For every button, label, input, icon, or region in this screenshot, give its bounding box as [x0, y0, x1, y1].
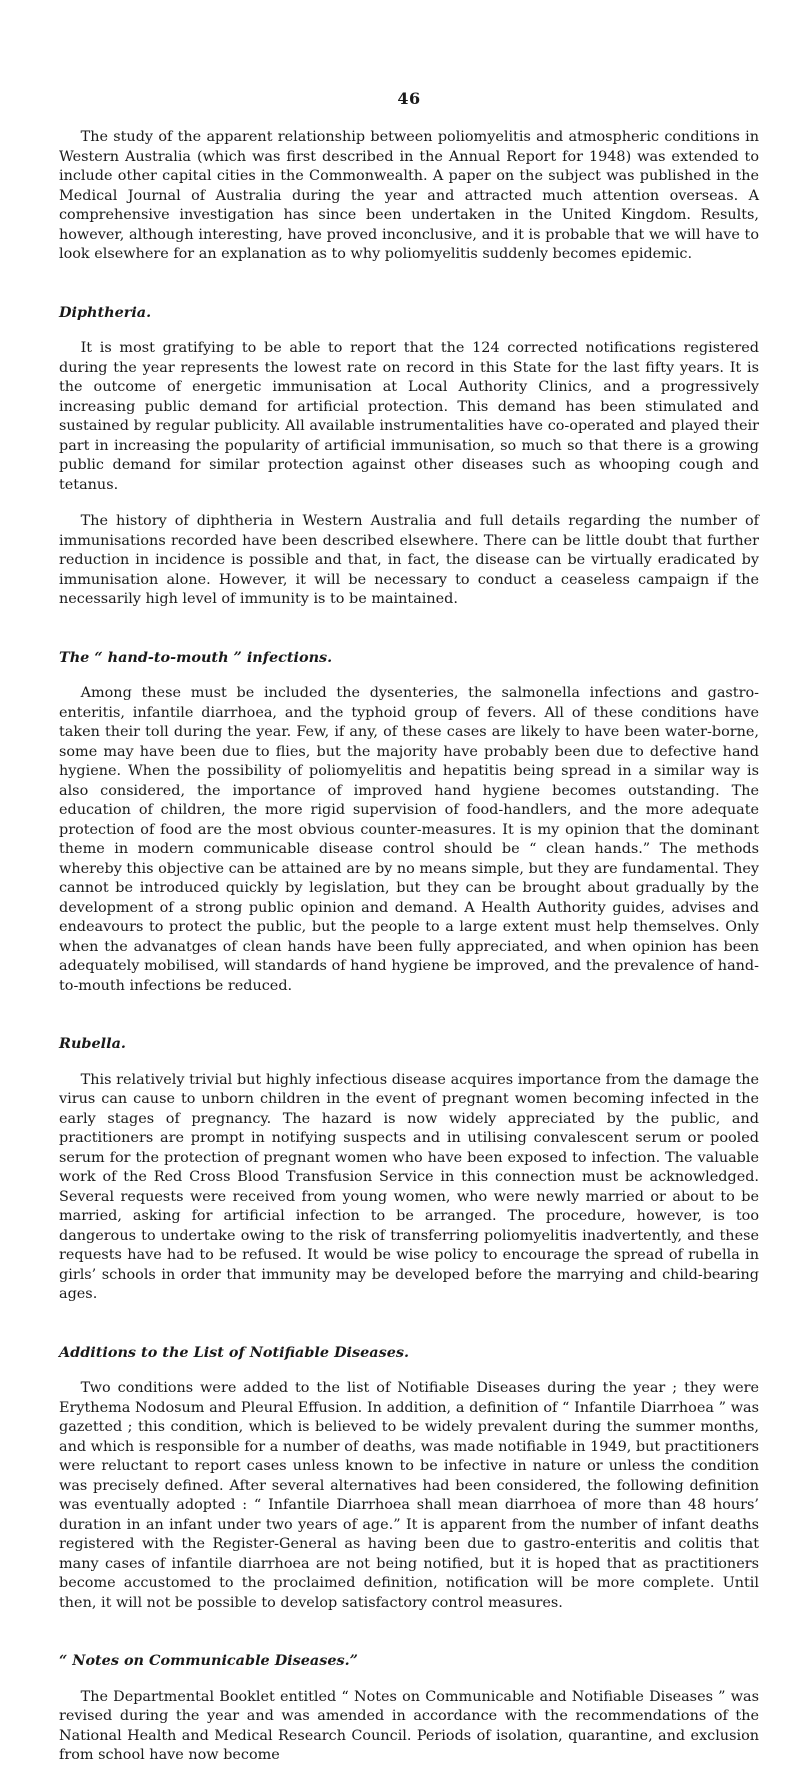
heading-notes: “ Notes on Communicable Diseases.” — [59, 1652, 358, 1669]
diphtheria-paragraph-2: The history of diphtheria in Western Australia and full details regarding the number of immunisations recorded have been described elsewhere. There can be little doubt that further reduction in incidence is possible and that, in fact, the disease can be virtually eradicated by immunisation alone. However, it will be necessary to conduct a ceaseless campaign if the necessarily high level of immunity is to be maintained. — [59, 513, 759, 607]
section-notes — [59, 1651, 759, 1766]
intro-paragraph: The study of the apparent relationship between poliomyelitis and atmospheric conditions in Western Australia (which was first described in the Annual Report for 1948) was extended to include other capital cities in the Commonwealth. A paper on the subject was published in the Medical Journal of Australia during the year and attracted much attention overseas. A comprehensive investigation has since been undertaken in the United Kingdom. Results, however, although interesting, have proved inconclusive, and it is probable that we will have to look elsewhere for an explanation as to why poliomyelitis suddenly becomes epidemic. — [59, 129, 759, 262]
diphtheria-paragraph-1: It is most gratifying to be able to report that the 124 corrected notifications registered during the year represents the lowest rate on record in this State for the last fifty years. It is the outcome of energetic immunisation at Local Authority Clinics, and a progressively increasing public demand for artificial protection. This demand has been stimulated and sustained by regular publicity. All available instrumentalities have co-operated and played their part in increasing the popularity of artificial immunisation, so much so that there is a growing public demand for similar protection against other diseases such as whooping cough and tetanus. — [59, 340, 759, 493]
section-hand-to-mouth — [59, 648, 759, 997]
additions-paragraph: Two conditions were added to the list of Notifiable Diseases during the year ; they were Erythema Nodosum and Pleural Effusion. In addition, a definition of “ Infantile Diarrhoea ” was gazetted ; this condition, which is believed to be widely prevalent during the summer months, and which is responsible for a number of deaths, was made notifiable in 1949, but practitioners were reluctant to report cases unless known to be infective in nature or unless the condition was precisely defined. After several alternatives had been considered, the following definition was eventually adopted : “ Infantile Diarrhoea shall mean diarrhoea of more than 48 hours’ duration in an infant under two years of age.” It is apparent from the number of infant deaths registered with the Register-General as having been due to gastro-enteritis and colitis that many cases of infantile diarrhoea are not being notified, but it is hoped that as practitioners become accustomed to the proclaimed definition, notification will be more complete. Until then, it will not be possible to develop satisfactory control measures. — [59, 1380, 759, 1611]
section-diphtheria — [59, 303, 759, 610]
heading-diphtheria: Diphtheria. — [59, 303, 152, 321]
heading-hand-to-mouth: The “ hand-to-mouth ” infections. — [59, 648, 333, 666]
section-intro — [59, 128, 759, 265]
heading-additions: Additions to the List of Notifiable Diseases. — [59, 1343, 409, 1361]
section-rubella — [59, 1034, 759, 1305]
hand-to-mouth-paragraph: Among these must be included the dysenteries, the salmonella infections and gastro-enteritis, infantile diarrhoea, and the typhoid group of fevers. All of these conditions have taken their toll during the year. Few, if any, of these cases are likely to have been water-borne, some may have been due to flies, but the majority have probably been due to defective hand hygiene. When the possibility of poliomyelitis and hepatitis being spread in a similar way is also considered, the importance of improved hand hygiene becomes outstanding. The education of children, the more rigid supervision of food-handlers, and the more adequate protection of food are the most obvious counter-measures. It is my opinion that the dominant theme in modern communicable disease control should be “ clean hands.” The methods whereby this objective can be attained are by no means simple, but they are fundamental. They cannot be introduced quickly by legislation, but they can be brought about gradually by the development of a strong public opinion and demand. A Health Authority guides, advises and endeavours to protect the public, but the people to a large extent must help themselves. Only when the advanatges of clean hands have been fully appreciated, and when opinion has been adequately mobilised, will standards of hand hygiene be improved, and the prevalence of hand-to-mouth infections be reduced. — [59, 685, 759, 994]
section-additions — [59, 1343, 759, 1614]
page-body — [59, 128, 759, 1766]
rubella-paragraph: This relatively trivial but highly infectious disease acquires importance from the damage the virus can cause to unborn children in the event of pregnant women becoming infected in the early stages of pregnancy. The hazard is now widely appreciated by the public, and practitioners are prompt in notifying suspects and in utilising convalescent serum or pooled serum for the protection of pregnant women who have been exposed to infection. The valuable work of the Red Cross Blood Transfusion Service in this connection must be acknowledged. Several requests were received from young women, who were newly married or about to be married, asking for artificial infection to be arranged. The procedure, however, is too dangerous to undertake owing to the risk of transferring poliomyelitis inadvertently, and these requests have had to be refused. It would be wise policy to encourage the spread of rubella in girls’ schools in order that immunity may be developed before the marrying and child-bearing ages. — [59, 1071, 759, 1302]
notes-paragraph: The Departmental Booklet entitled “ Notes on Communicable and Notifiable Diseases ” was revised during the year and was amended in accordance with the recommendations of the National Health and Medical Research Council. Periods of isolation, quarantine, and exclusion from school have now become — [59, 1688, 759, 1763]
page-number: 46 — [397, 89, 421, 108]
heading-rubella: Rubella. — [59, 1035, 126, 1052]
